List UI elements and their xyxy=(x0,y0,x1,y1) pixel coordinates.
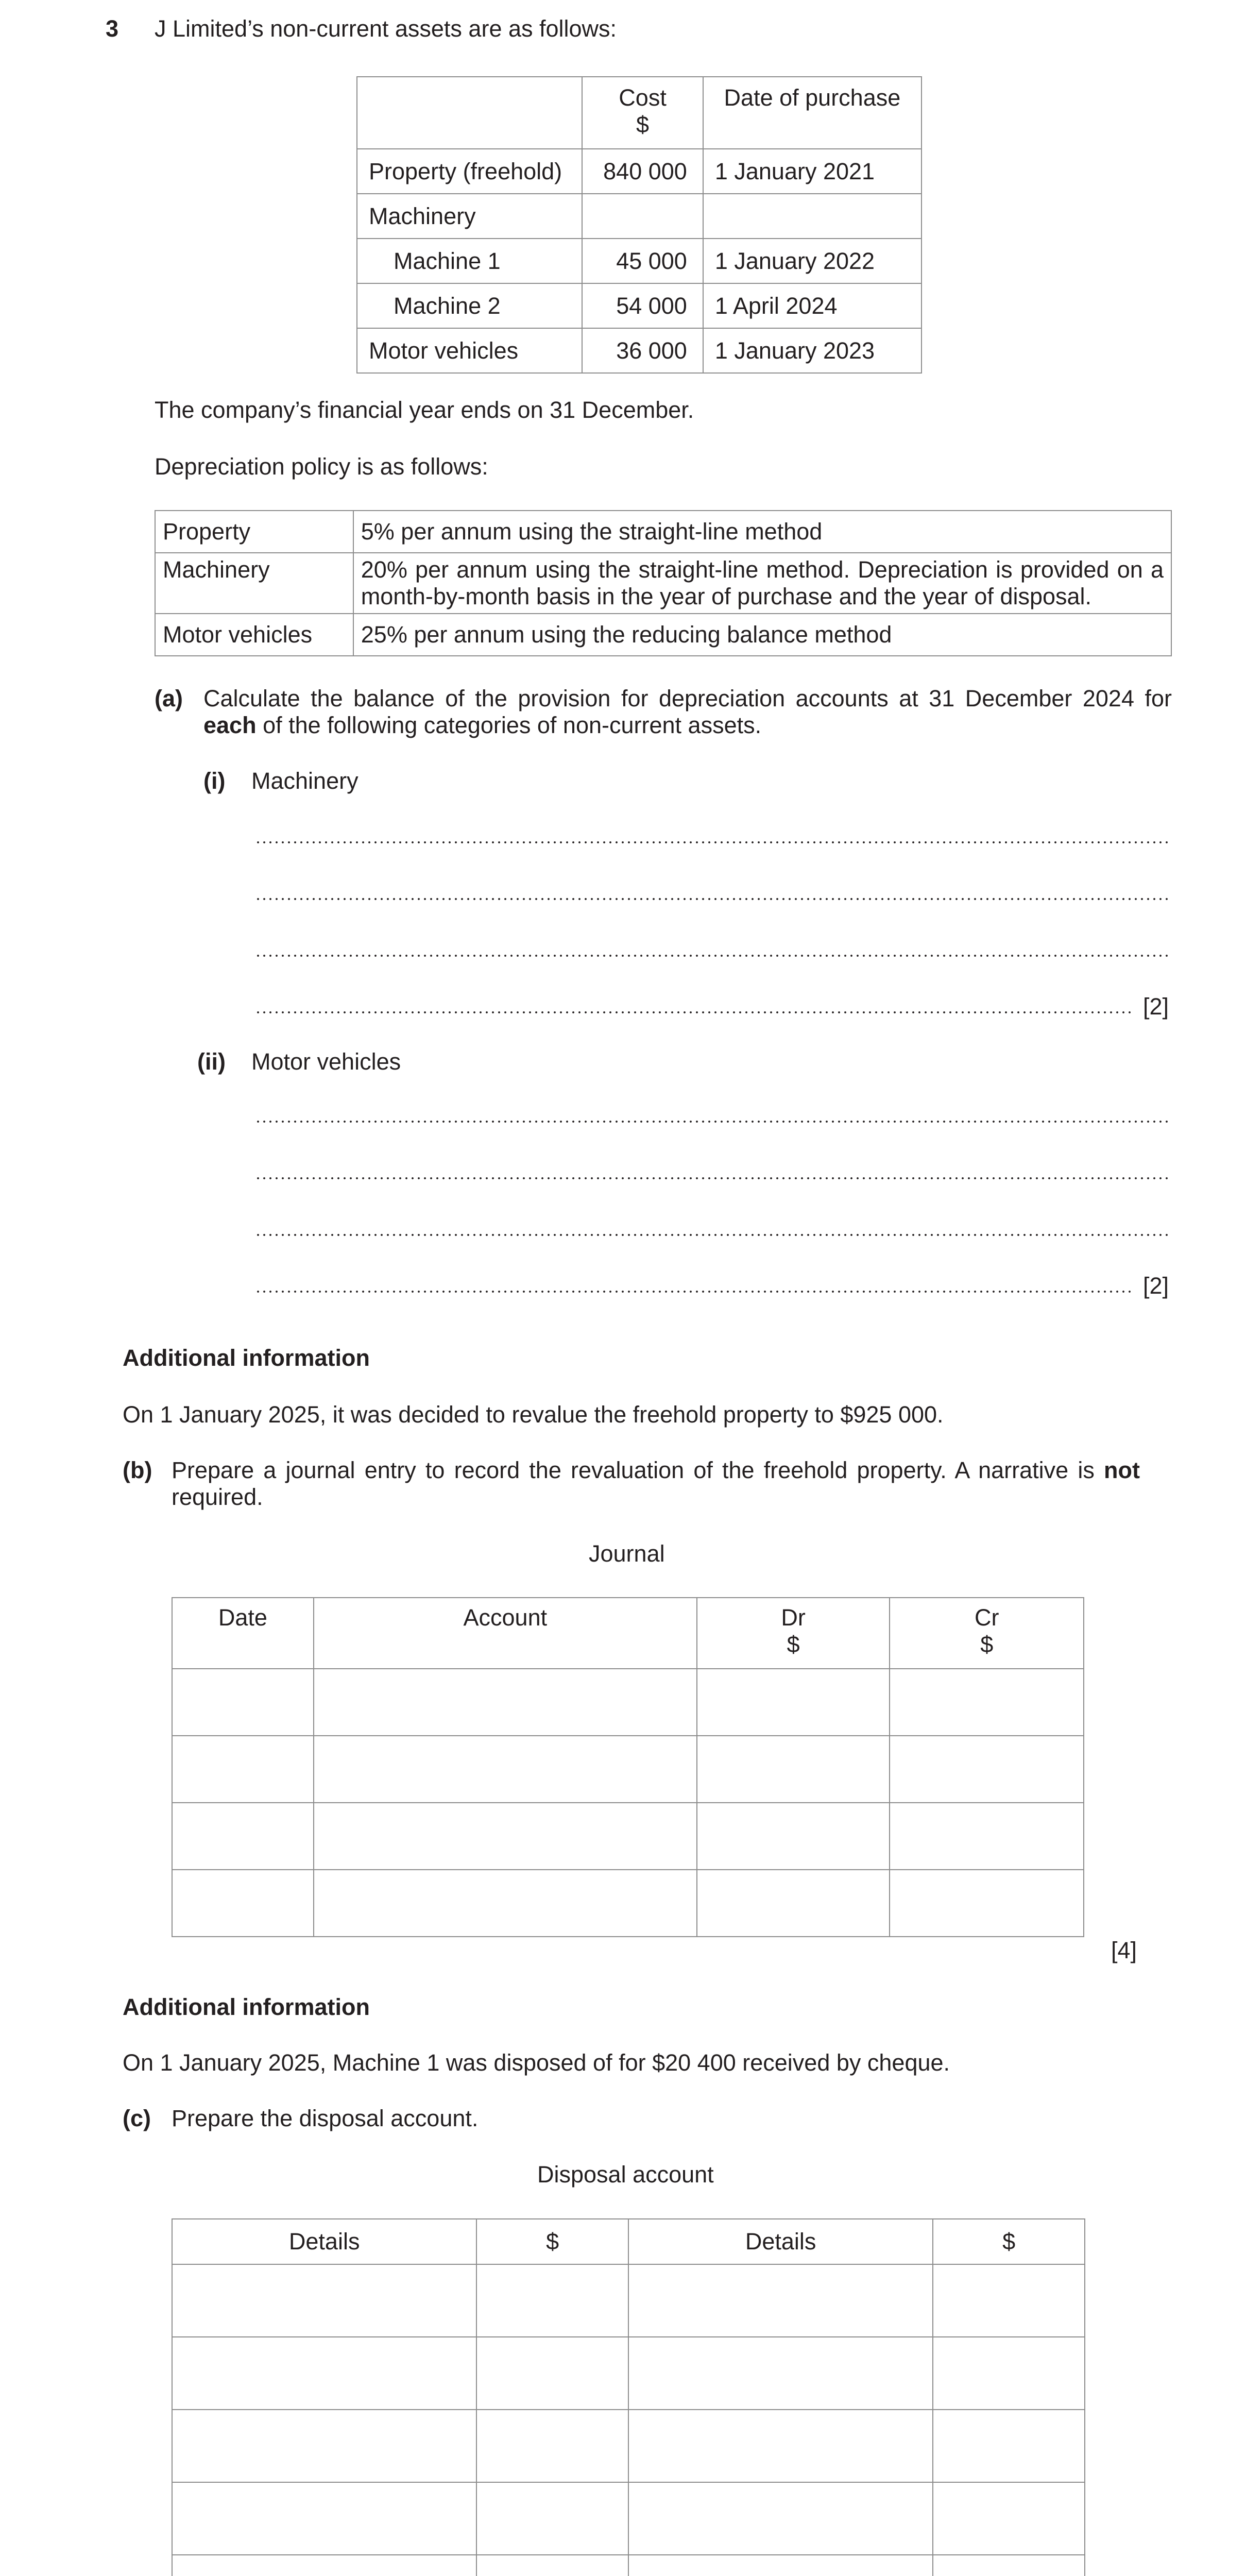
year-end-text: The company’s financial year ends on 31 December. xyxy=(155,397,694,423)
part-b-text-bold: not xyxy=(1104,1457,1140,1483)
assets-table-header xyxy=(357,77,921,149)
disposal-cell[interactable] xyxy=(172,2337,476,2410)
policy-text: 5% per annum using the straight-line method xyxy=(353,511,1171,553)
policy-asset: Property xyxy=(155,511,353,553)
policy-text: 25% per annum using the reducing balance method xyxy=(353,614,1171,656)
asset-cost: 36 000 xyxy=(582,328,703,373)
asset-date: 1 April 2024 xyxy=(703,283,921,328)
part-b-text-2: required. xyxy=(172,1484,263,1510)
policy-table xyxy=(155,510,1172,656)
journal-cell[interactable] xyxy=(697,1803,890,1870)
table-row xyxy=(357,239,921,283)
policy-text: 20% per annum using the straight-line method. Depreciation is provided on a month-by-month basis in the year of purchase and the year of disposal. xyxy=(353,553,1171,614)
disposal-cell[interactable] xyxy=(476,2337,628,2410)
table-row xyxy=(155,553,1171,614)
disposal-cell[interactable] xyxy=(628,2482,933,2555)
disposal-cell[interactable] xyxy=(933,2337,1085,2410)
table-row xyxy=(172,1803,1084,1870)
asset-cost: 54 000 xyxy=(582,283,703,328)
disposal-cell[interactable] xyxy=(933,2555,1085,2576)
journal-cell[interactable] xyxy=(890,1669,1084,1736)
journal-header-cr-label: Cr xyxy=(974,1604,999,1631)
disposal-cell[interactable] xyxy=(628,2337,933,2410)
journal-header-dr-unit: $ xyxy=(787,1631,800,1657)
answer-line[interactable] xyxy=(255,1233,1171,1236)
journal-header-dr xyxy=(697,1598,890,1669)
journal-header-account: Account xyxy=(314,1598,697,1669)
journal-cell[interactable] xyxy=(314,1803,697,1870)
policy-asset: Motor vehicles xyxy=(155,614,353,656)
part-c-label: (c) xyxy=(123,2105,151,2131)
asset-date: 1 January 2023 xyxy=(703,328,921,373)
part-b-question xyxy=(172,1457,1140,1511)
question-intro: J Limited’s non-current assets are as follows: xyxy=(155,15,617,42)
part-a-i-label: (i) xyxy=(203,768,226,794)
disposal-cell[interactable] xyxy=(172,2410,476,2482)
disposal-header-amount: $ xyxy=(476,2219,628,2264)
journal-cell[interactable] xyxy=(172,1870,314,1937)
part-a-ii-label: (ii) xyxy=(197,1048,226,1075)
additional-info-heading: Additional information xyxy=(123,1994,370,2020)
table-row xyxy=(172,2337,1085,2410)
journal-title: Journal xyxy=(589,1540,665,1567)
table-row xyxy=(172,2410,1085,2482)
journal-cell[interactable] xyxy=(890,1870,1084,1937)
disposal-cell[interactable] xyxy=(628,2264,933,2337)
journal-cell[interactable] xyxy=(697,1736,890,1803)
disposal-table xyxy=(172,2218,1085,2576)
journal-table xyxy=(172,1597,1084,1937)
disposal-cell[interactable] xyxy=(172,2555,476,2576)
journal-cell[interactable] xyxy=(890,1736,1084,1803)
question-number: 3 xyxy=(106,15,119,42)
asset-date: 1 January 2022 xyxy=(703,239,921,283)
disposal-cell[interactable] xyxy=(476,2482,628,2555)
part-a-label: (a) xyxy=(155,685,183,711)
part-a-text-2: of the following categories of non-current assets. xyxy=(256,712,762,738)
table-row xyxy=(357,283,921,328)
table-row xyxy=(155,511,1171,553)
additional-info-text: On 1 January 2025, Machine 1 was disposed of for $20 400 received by cheque. xyxy=(123,2049,950,2076)
journal-header-date: Date xyxy=(172,1598,314,1669)
disposal-cell[interactable] xyxy=(476,2555,628,2576)
answer-line[interactable] xyxy=(255,1177,1171,1180)
asset-cost: 840 000 xyxy=(582,149,703,194)
table-row xyxy=(155,614,1171,656)
asset-name: Property (freehold) xyxy=(357,149,582,194)
disposal-cell[interactable] xyxy=(933,2264,1085,2337)
journal-cell[interactable] xyxy=(314,1736,697,1803)
answer-line[interactable] xyxy=(255,897,1171,901)
policy-asset: Machinery xyxy=(155,553,353,614)
answer-line[interactable] xyxy=(255,841,1171,844)
journal-cell[interactable] xyxy=(697,1669,890,1736)
part-c-question: Prepare the disposal account. xyxy=(172,2105,479,2131)
part-b-marks: [4] xyxy=(1111,1937,1137,1963)
additional-info-heading: Additional information xyxy=(123,1345,370,1371)
disposal-title: Disposal account xyxy=(537,2161,714,2188)
table-row xyxy=(172,2264,1085,2337)
journal-header-cr xyxy=(890,1598,1084,1669)
disposal-cell[interactable] xyxy=(933,2482,1085,2555)
answer-line[interactable] xyxy=(255,1120,1171,1123)
part-b-label: (b) xyxy=(123,1457,152,1483)
disposal-cell[interactable] xyxy=(628,2410,933,2482)
disposal-header-amount: $ xyxy=(933,2219,1085,2264)
part-a-text-1: Calculate the balance of the provision for depreciation accounts at 31 December 2024 for xyxy=(203,685,1172,711)
disposal-cell[interactable] xyxy=(476,2410,628,2482)
table-row xyxy=(172,1870,1084,1937)
disposal-cell[interactable] xyxy=(933,2410,1085,2482)
disposal-header-details: Details xyxy=(172,2219,476,2264)
table-row xyxy=(357,194,921,239)
answer-line[interactable] xyxy=(255,954,1171,957)
disposal-cell[interactable] xyxy=(476,2264,628,2337)
journal-cell[interactable] xyxy=(172,1736,314,1803)
assets-header-cost: Cost $ xyxy=(582,77,703,149)
table-row xyxy=(172,2482,1085,2555)
table-row xyxy=(357,328,921,373)
part-a-text-bold: each xyxy=(203,712,257,738)
asset-date: 1 January 2021 xyxy=(703,149,921,194)
disposal-header-row xyxy=(172,2219,1085,2264)
journal-cell[interactable] xyxy=(314,1669,697,1736)
part-a-ii-marks: [2] xyxy=(1143,1273,1169,1299)
answer-line[interactable] xyxy=(255,1011,1131,1014)
assets-table xyxy=(356,76,922,374)
disposal-cell[interactable] xyxy=(172,2482,476,2555)
disposal-header-details: Details xyxy=(628,2219,933,2264)
table-row xyxy=(357,149,921,194)
journal-cell[interactable] xyxy=(314,1870,697,1937)
part-a-question xyxy=(203,685,1172,739)
journal-header-dr-label: Dr xyxy=(781,1604,806,1631)
journal-cell[interactable] xyxy=(697,1870,890,1937)
asset-name: Motor vehicles xyxy=(357,328,582,373)
table-row xyxy=(172,1669,1084,1736)
disposal-cell[interactable] xyxy=(172,2264,476,2337)
asset-name: Machine 1 xyxy=(357,239,582,283)
part-a-i-title: Machinery xyxy=(251,768,359,794)
table-row xyxy=(172,1736,1084,1803)
journal-cell[interactable] xyxy=(172,1803,314,1870)
disposal-cell[interactable] xyxy=(628,2555,933,2576)
asset-cost xyxy=(582,194,703,239)
policy-intro: Depreciation policy is as follows: xyxy=(155,453,488,480)
journal-header-cr-unit: $ xyxy=(980,1631,994,1657)
answer-line[interactable] xyxy=(255,1290,1131,1293)
assets-header-blank xyxy=(357,77,582,149)
asset-name: Machine 2 xyxy=(357,283,582,328)
journal-cell[interactable] xyxy=(172,1669,314,1736)
asset-date xyxy=(703,194,921,239)
asset-cost: 45 000 xyxy=(582,239,703,283)
journal-cell[interactable] xyxy=(890,1803,1084,1870)
assets-header-date: Date of purchase xyxy=(703,77,921,149)
part-a-i-marks: [2] xyxy=(1143,993,1169,1020)
additional-info-text: On 1 January 2025, it was decided to revalue the freehold property to $925 000. xyxy=(123,1401,944,1428)
part-a-ii-title: Motor vehicles xyxy=(251,1048,401,1075)
journal-header-row xyxy=(172,1598,1084,1669)
table-row xyxy=(172,2555,1085,2576)
part-b-text-1: Prepare a journal entry to record the revaluation of the freehold property. A narrative is xyxy=(172,1457,1104,1483)
asset-name: Machinery xyxy=(357,194,582,239)
